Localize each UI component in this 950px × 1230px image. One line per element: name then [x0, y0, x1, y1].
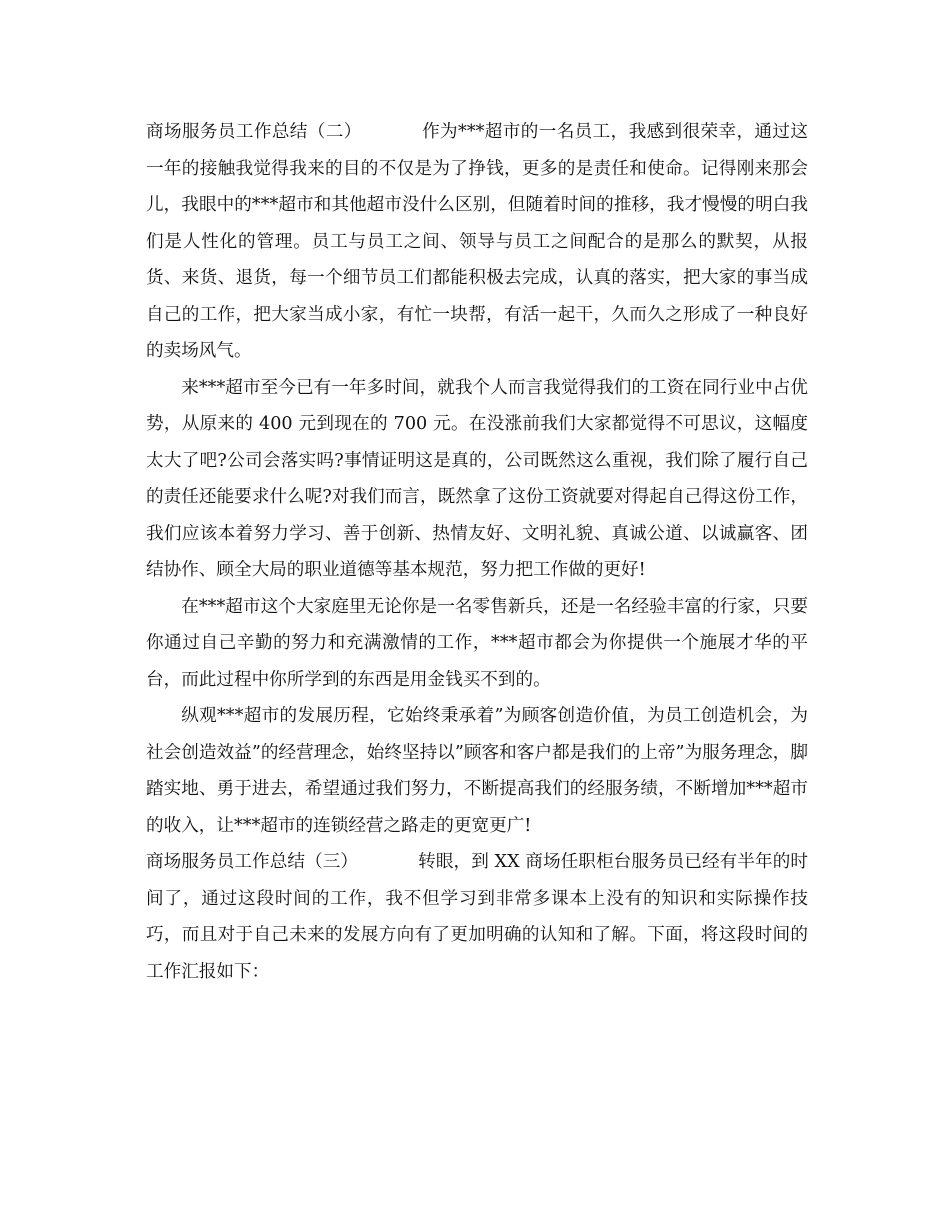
section-heading-summary-3: 商场服务员工作总结（三） [146, 852, 359, 872]
paragraph-salary: 来***超市至今已有一年多时间，就我个人而言我觉得我们的工资在同行业中占优势，从原来的 400 元到现在的 700 元。在没涨前我们大家都觉得不可思议，这幅度太大了吧?公司会落实吗?事情证明这是真的，公司既然这么重视，我们除了履行自己的责任还能要求什么呢?对我们而言，既然拿了这份工资就要对得起自己得这份工作，我们应该本着努力学习、善于创新、热情友好、文明礼貌、真诚公道、以诚赢客、团结协作、顾全大局的职业道德等基本规范，努力把工作做的更好! [146, 377, 808, 580]
paragraph-summary-3-intro [146, 844, 808, 990]
paragraph-text: 作为***超市的一名员工，我感到很荣幸，通过这一年的接触我觉得我来的目的不仅是为了挣钱，更多的是责任和使命。记得刚来那会儿，我眼中的***超市和其他超市没什么区别，但随着时间的推移，我才慢慢的明白我们是人性化的管理。员工与员工之间、领导与员工之间配合的是那么的默契，从报货、来货、退货，每一个细节员工们都能积极去完成，认真的落实，把大家的事当成自己的工作，把大家当成小家，有忙一块帮，有活一起干，久而久之形成了一种良好的卖场风气。 [146, 122, 808, 361]
paragraph-philosophy: 纵观***超市的发展历程，它始终秉承着”为顾客创造价值，为员工创造机会，为社会创造效益”的经营理念，始终坚持以”顾客和客户都是我们的上帝”为服务理念，脚踏实地、勇于进去，希望通过我们努力，不断提高我们的经服务绩，不断增加***超市的收入，让***超市的连锁经营之路走的更宽更广! [146, 706, 808, 836]
paragraph-summary-2-intro [146, 114, 808, 370]
paragraph-text: 转眼，到 XX 商场任职柜台服务员已经有半年的时间了，通过这段时间的工作，我不但学习到非常多课本上没有的知识和实际操作技巧，而且对于自己未来的发展方向有了更加明确的认知和了解。下面，将这段时间的工作汇报如下： [146, 852, 808, 982]
paragraph-platform: 在***超市这个大家庭里无论你是一名零售新兵，还是一名经验丰富的行家，只要你通过自己辛勤的努力和充满激情的工作，***超市都会为你提供一个施展才华的平台，而此过程中你所学到的东西是用金钱买不到的。 [146, 596, 808, 690]
section-heading-summary-2: 商场服务员工作总结（二） [146, 122, 362, 142]
document-page [146, 114, 808, 990]
